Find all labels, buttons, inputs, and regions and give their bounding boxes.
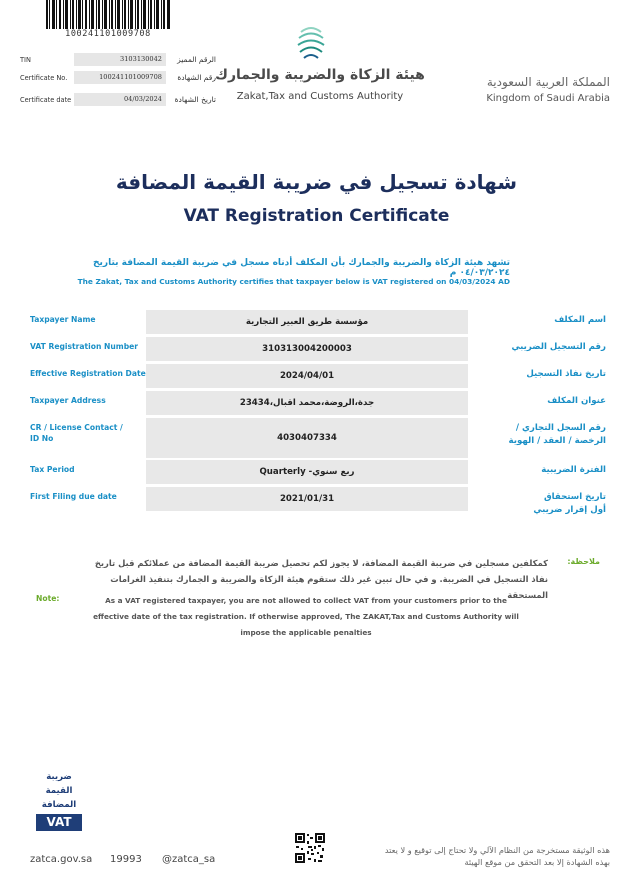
taxpayer-address-row xyxy=(30,391,606,415)
certification-statement-ar: تشهد هيئة الزكاة والضريبة والجمارك بأن المكلف أدناه مسجل في ضريبة القيمة المضافة بتاريخ ٠٤/٠٣/٢٠٢٤ م xyxy=(93,258,510,278)
barcode-number: 100241101009708 xyxy=(44,29,172,39)
certificate-no-row xyxy=(20,71,216,85)
taxpayer-address-label-ar: عنوان المكلف xyxy=(547,396,606,406)
taxpayer-name-label-ar: اسم المكلف xyxy=(554,315,606,325)
note-label-en: Note: xyxy=(36,594,60,603)
effective-registration-date-row xyxy=(30,364,606,388)
first-filing-due-date-label: First Filing due date xyxy=(30,492,117,501)
zatca-logo-icon xyxy=(297,24,325,64)
note-text-ar: كمكلفين مسجلين في ضريبة القيمة المضافة، لا يجوز لكم تحصيل ضريبة القيمة المضافة من عملائكم قبل تاريخ نفاذ التسجيل في الضريبة. و في حال تبين غير ذلك ستقوم هيئة الزكاة والضريبة و الجمارك بتنفيذ الغرامات المستحقة xyxy=(94,558,548,600)
certificate-title-en: VAT Registration Certificate xyxy=(183,206,450,226)
cr-license-value: 4030407334 xyxy=(146,418,468,458)
vat-registration-number-label-ar: رقم التسجيل الضريبي xyxy=(511,342,606,352)
taxpayer-name-row xyxy=(30,310,606,334)
certification-statement-en: The Zakat, Tax and Customs Authority certifies that taxpayer below is VAT registered on 04/03/2024 AD xyxy=(77,277,510,286)
footer-website[interactable]: zatca.gov.sa xyxy=(30,854,93,865)
vat-logo-badge: VAT xyxy=(36,814,82,831)
certificate-no-label: Certificate No. xyxy=(20,74,68,82)
first-filing-due-date-row xyxy=(30,487,606,515)
taxpayer-address-value: جدة،الروضة،محمد اقبال،23434 xyxy=(146,391,468,415)
certificate-date-value: 04/03/2024 xyxy=(74,93,166,106)
certificate-date-row xyxy=(20,93,216,107)
qr-code-icon xyxy=(293,831,327,865)
certificate-date-label-ar: تاريخ الشهادة xyxy=(174,95,216,104)
certificate-date-label: Certificate date xyxy=(20,96,72,104)
country-name-en: Kingdom of Saudi Arabia xyxy=(486,93,610,104)
cr-license-label: CR / License Contact / ID No xyxy=(30,423,123,443)
vat-registration-number-label: VAT Registration Number xyxy=(30,342,139,351)
note-label-ar: ملاحظة: xyxy=(567,557,600,566)
taxpayer-name-value: مؤسسة طريق العبير التجارية xyxy=(146,310,468,334)
cr-license-label-ar: رقم السجل التجاري / الرخصة / العقد / الهوية xyxy=(508,423,606,446)
tin-label-ar: الرقم المميز xyxy=(177,55,216,64)
taxpayer-name-label: Taxpayer Name xyxy=(30,315,96,324)
first-filing-due-date-value: 2021/01/31 xyxy=(146,487,468,511)
tin-value: 3103130042 xyxy=(74,53,166,66)
tax-period-row xyxy=(30,460,606,484)
tax-period-value: ربع سنوي- Quarterly xyxy=(146,460,468,484)
tin-label: TIN xyxy=(20,56,31,64)
country-name-ar: المملكة العربية السعودية xyxy=(486,75,610,89)
authority-name-ar: هيئة الزكاة والضريبة والجمارك xyxy=(215,67,425,83)
vat-logo-line2: القيمة xyxy=(45,786,73,796)
vat-logo-line3: المضافة xyxy=(41,800,77,810)
certificate-title-ar: شهادة تسجيل في ضريبة القيمة المضافة xyxy=(115,170,518,194)
tax-period-label: Tax Period xyxy=(30,465,75,474)
authority-name-en: Zakat,Tax and Customs Authority xyxy=(236,91,404,102)
vat-registration-number-value: 310313004200003 xyxy=(146,337,468,361)
note-text-en: As a VAT registered taxpayer, you are not allowed to collect VAT from your customers prior to the effective date of the tax registration. If otherwise approved, The ZAKAT,Tax and Customs Authority will impose the applicable penalties xyxy=(93,596,519,637)
certificate-no-value: 100241101009708 xyxy=(74,71,166,84)
effective-registration-date-label-ar: تاريخ نفاذ التسجيل xyxy=(526,369,606,379)
footer-phone: 19993 xyxy=(110,854,142,865)
taxpayer-address-label: Taxpayer Address xyxy=(30,396,106,405)
effective-registration-date-value: 2024/04/01 xyxy=(146,364,468,388)
effective-registration-date-label: Effective Registration Date xyxy=(30,369,146,378)
certificate-no-label-ar: رقم الشهادة xyxy=(177,73,216,82)
vat-logo-line1: ضريبة xyxy=(46,772,72,782)
tin-row xyxy=(20,53,216,67)
first-filing-due-date-label-ar: تاريخ استحقاق أول إقرار ضريبي xyxy=(533,492,606,515)
vat-registration-number-row xyxy=(30,337,606,361)
footer-disclaimer-ar: هذه الوثيقة مستخرجة من النظام الآلي ولا تحتاج إلى توقيع و لا يعتد بهذه الشهادة إلا بعد التحقق من موقع الهيئة xyxy=(384,845,610,867)
footer-handle[interactable]: @zatca_sa xyxy=(162,854,216,865)
cr-license-row xyxy=(30,418,606,458)
tax-period-label-ar: الفترة الضريبية xyxy=(541,465,606,475)
